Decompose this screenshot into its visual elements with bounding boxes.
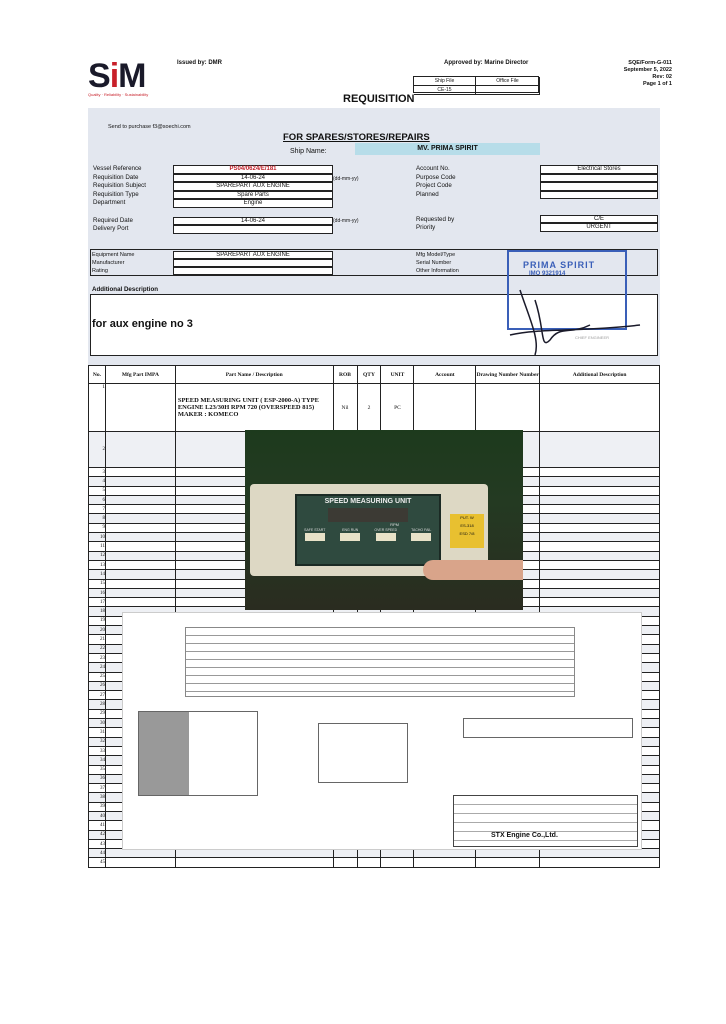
- drawing-maker: STX Engine Co.,Ltd.: [491, 832, 558, 839]
- table-cell[interactable]: [476, 849, 540, 858]
- button-label: SAFE START: [304, 528, 326, 532]
- column-header: Mfg Part IMPA: [105, 366, 175, 384]
- delivery-port-label: Delivery Port: [93, 225, 129, 232]
- row-number: 37: [89, 784, 106, 793]
- required-date-label: Required Date: [93, 217, 133, 224]
- row-number: 13: [89, 560, 106, 569]
- table-cell[interactable]: [540, 849, 660, 858]
- speed-measuring-unit: [295, 494, 441, 566]
- title-block: [453, 795, 638, 847]
- table-cell[interactable]: [540, 495, 660, 504]
- requested-by-label: Requested by: [416, 216, 455, 223]
- table-cell[interactable]: [105, 468, 175, 477]
- row-number: 24: [89, 663, 106, 672]
- table-cell[interactable]: [381, 849, 414, 858]
- equipment-labels: [92, 251, 135, 275]
- field-label: Project Code: [416, 182, 452, 189]
- row-number: 25: [89, 672, 106, 681]
- manufacturer-field[interactable]: [173, 259, 333, 267]
- table-cell[interactable]: [540, 432, 660, 468]
- priority-label: Priority: [416, 224, 436, 231]
- form-info: [624, 60, 672, 88]
- sticker-line: ESD 7/8: [459, 531, 475, 536]
- drawing-number-cell[interactable]: [476, 384, 540, 432]
- row-number: 3: [89, 468, 106, 477]
- serial-number-label: Serial Number: [416, 260, 452, 266]
- row-number: 7: [89, 505, 106, 514]
- form-heading: FOR SPARES/STORES/REPAIRS: [283, 132, 430, 143]
- column-header: No.: [89, 366, 106, 384]
- row-number: 26: [89, 681, 106, 690]
- table-cell[interactable]: [476, 858, 540, 867]
- equipment-right-labels: [416, 251, 459, 275]
- row-number: 42: [89, 830, 106, 839]
- button-label: OVER SPEED: [374, 528, 398, 532]
- rating-field[interactable]: [173, 267, 333, 275]
- field-label: Vessel Reference: [93, 165, 142, 172]
- row-number: 45: [89, 858, 106, 867]
- table-cell[interactable]: [105, 551, 175, 560]
- table-cell[interactable]: [540, 477, 660, 486]
- row-number: 33: [89, 746, 106, 755]
- mfg-model-label: Mfg Model/Type: [416, 252, 456, 258]
- table-cell[interactable]: [381, 858, 414, 867]
- table-cell[interactable]: [540, 523, 660, 532]
- stamp-text: PRIMA SPIRIT: [523, 260, 596, 270]
- column-header: Account: [414, 366, 476, 384]
- field-value[interactable]: Spare Parts: [173, 191, 333, 200]
- device-display: [328, 508, 408, 522]
- table-cell[interactable]: [105, 579, 175, 588]
- table-cell[interactable]: [175, 849, 333, 858]
- device-button: [305, 533, 325, 541]
- field-label: Purpose Code: [416, 173, 456, 181]
- part-description-cell[interactable]: SPEED MEASURING UNIT ( ESP-2000-A) TYPE ENGINE L23/30H RPM 720 (OVERSPEED 815) MAKER : KOMECO: [175, 384, 333, 432]
- row-number: 30: [89, 719, 106, 728]
- button-label: TACHO FAIL: [411, 528, 432, 532]
- table-cell[interactable]: [105, 570, 175, 579]
- field-value[interactable]: Engine: [173, 199, 333, 208]
- ship-name-label: Ship Name:: [290, 148, 327, 155]
- row-number: 14: [89, 570, 106, 579]
- row-number: 41: [89, 821, 106, 830]
- row-number: 5: [89, 486, 106, 495]
- front-view: [138, 711, 258, 796]
- other-info-label: Other Information: [416, 268, 459, 274]
- table-cell[interactable]: [540, 551, 660, 560]
- row-number: 11: [89, 542, 106, 551]
- row-number: 10: [89, 533, 106, 542]
- row-number: 1: [89, 384, 106, 432]
- row-number: 17: [89, 598, 106, 607]
- table-row[interactable]: [89, 849, 660, 858]
- device-button: [376, 533, 396, 541]
- spec-table: [185, 627, 575, 697]
- logo-tagline: Quality · Reliability · Sustainability: [88, 92, 149, 97]
- field-label: Requisition Subject: [93, 182, 146, 189]
- row-number: 9: [89, 523, 106, 532]
- table-row[interactable]: [89, 858, 660, 867]
- page-title: REQUISITION: [343, 93, 415, 105]
- device-photo: [245, 430, 523, 610]
- row-number: 2: [89, 432, 106, 468]
- sim-logo: SiM Quality · Reliability · Sustainability: [88, 60, 160, 100]
- table-cell[interactable]: [540, 570, 660, 579]
- qty-cell[interactable]: 2: [357, 384, 381, 432]
- rpm-label: RPM: [390, 522, 399, 527]
- table-cell[interactable]: [105, 523, 175, 532]
- additional-description-label: Additional Description: [92, 286, 159, 293]
- table-row[interactable]: [89, 384, 660, 432]
- field-value[interactable]: [540, 191, 658, 200]
- column-header: Part Name / Description: [175, 366, 333, 384]
- field-value[interactable]: Electrical Stores: [540, 165, 658, 174]
- manufacturer-label: Manufacturer: [92, 260, 125, 266]
- row-number: 39: [89, 802, 106, 811]
- row-number: 44: [89, 849, 106, 858]
- table-cell[interactable]: [540, 468, 660, 477]
- table-cell[interactable]: [540, 858, 660, 867]
- wiring-diagram: [463, 718, 633, 738]
- additional-description-text: for aux engine no 3: [92, 318, 193, 330]
- row-number: 23: [89, 653, 106, 662]
- table-cell[interactable]: [105, 542, 175, 551]
- mfg-part-cell[interactable]: [105, 384, 175, 432]
- table-cell[interactable]: [357, 849, 381, 858]
- table-cell[interactable]: [414, 849, 476, 858]
- sticker-line: PUT. W: [460, 515, 474, 520]
- table-cell[interactable]: [540, 505, 660, 514]
- field-label: Planned: [416, 190, 439, 198]
- table-cell[interactable]: [105, 486, 175, 495]
- equipment-name-label: Equipment Name: [92, 252, 135, 258]
- row-number: 19: [89, 616, 106, 625]
- finger: [423, 560, 523, 580]
- table-cell[interactable]: [105, 477, 175, 486]
- row-number: 16: [89, 588, 106, 597]
- table-cell[interactable]: [333, 858, 357, 867]
- send-to: Send to purchase f3@soechi.com: [108, 124, 191, 130]
- sticker-line: ES-318: [460, 523, 474, 528]
- account-cell[interactable]: [414, 384, 476, 432]
- field-label: Account No.: [416, 165, 450, 172]
- signature-caption: CHIEF ENGINEER: [575, 335, 610, 340]
- table-cell[interactable]: [105, 858, 175, 867]
- row-number: 15: [89, 579, 106, 588]
- table-cell[interactable]: [105, 505, 175, 514]
- field-label: Requisition Type: [93, 190, 139, 198]
- row-number: 34: [89, 756, 106, 765]
- row-number: 12: [89, 551, 106, 560]
- field-value[interactable]: [540, 174, 658, 183]
- form-rev: Rev: 02: [652, 74, 672, 80]
- column-header: UNIT: [381, 366, 414, 384]
- row-number: 18: [89, 607, 106, 616]
- table-cell[interactable]: [105, 533, 175, 542]
- field-value[interactable]: [540, 182, 658, 191]
- form-date: September 5, 2022: [623, 67, 672, 73]
- table-cell[interactable]: [540, 514, 660, 523]
- table-cell[interactable]: [540, 542, 660, 551]
- stamp-imo: IMO 9321914: [529, 271, 566, 277]
- column-header: QTY: [357, 366, 381, 384]
- row-number: 36: [89, 774, 106, 783]
- delivery-port-field[interactable]: [173, 225, 333, 234]
- row-number: 40: [89, 811, 106, 820]
- table-cell[interactable]: [105, 598, 175, 607]
- rob-cell[interactable]: Nil: [333, 384, 357, 432]
- table-cell[interactable]: [540, 598, 660, 607]
- table-cell[interactable]: [540, 486, 660, 495]
- field-value[interactable]: 14-06-24: [173, 174, 333, 183]
- device-label-sticker: [450, 514, 484, 548]
- table-cell[interactable]: [540, 588, 660, 597]
- column-header: Drawing Number Number: [476, 366, 540, 384]
- ship-file-value: CE-15: [414, 86, 476, 95]
- row-number: 28: [89, 700, 106, 709]
- row-number: 27: [89, 691, 106, 700]
- field-value[interactable]: PS04/0624/E/181: [173, 165, 333, 174]
- rating-label: Rating: [92, 268, 108, 274]
- row-number: 29: [89, 709, 106, 718]
- table-cell[interactable]: [333, 849, 357, 858]
- table-cell[interactable]: [105, 849, 175, 858]
- signature-scribble: [500, 280, 650, 360]
- row-number: 8: [89, 514, 106, 523]
- form-page: Page 1 of 1: [642, 81, 672, 87]
- table-cell[interactable]: [540, 533, 660, 542]
- field-value[interactable]: SPAREPART AUX ENGINE: [173, 182, 333, 191]
- approved-by: Approved by: Marine Director: [444, 60, 529, 66]
- row-number: 4: [89, 477, 106, 486]
- row-number: 35: [89, 765, 106, 774]
- table-cell[interactable]: [105, 514, 175, 523]
- row-number: 38: [89, 793, 106, 802]
- required-date-field[interactable]: 14-06-24: [173, 217, 333, 225]
- row-number: 21: [89, 635, 106, 644]
- row-number: 22: [89, 644, 106, 653]
- field-label: Requisition Date: [93, 173, 139, 181]
- table-cell[interactable]: [414, 858, 476, 867]
- priority-field[interactable]: URGENT: [540, 223, 658, 232]
- table-cell[interactable]: [105, 560, 175, 569]
- column-header: ROB: [333, 366, 357, 384]
- table-cell[interactable]: [105, 588, 175, 597]
- field-label: Department: [93, 199, 126, 206]
- requested-by-field[interactable]: C/E: [540, 215, 658, 223]
- row-number: 6: [89, 495, 106, 504]
- column-header: Additional Description: [540, 366, 660, 384]
- form-number: SQE/Form-G-011: [628, 60, 672, 66]
- date-hint: (dd-mm-yy): [333, 176, 359, 182]
- side-view: [318, 723, 408, 783]
- office-file-label: Office File: [476, 77, 540, 86]
- row-number: 20: [89, 626, 106, 635]
- technical-drawing: [122, 612, 642, 850]
- button-label: ENG RUN: [342, 528, 359, 532]
- file-box: [413, 76, 539, 93]
- issued-by: Issued by: DMR: [177, 60, 223, 66]
- device-title: SPEED MEASURING UNIT: [324, 498, 412, 505]
- row-number: 32: [89, 737, 106, 746]
- ship-name: MV. PRIMA SPIRIT: [355, 143, 540, 155]
- table-cell[interactable]: [540, 560, 660, 569]
- row-number: 31: [89, 728, 106, 737]
- unit-cell[interactable]: PC: [381, 384, 414, 432]
- table-cell[interactable]: [105, 495, 175, 504]
- date-hint-2: (dd-mm-yy): [333, 218, 359, 224]
- equipment-name-field[interactable]: SPAREPART AUX ENGINE: [173, 251, 333, 259]
- table-cell[interactable]: [540, 579, 660, 588]
- table-cell[interactable]: [175, 858, 333, 867]
- row-number: 43: [89, 839, 106, 848]
- additional-description-cell[interactable]: [540, 384, 660, 432]
- table-cell[interactable]: [357, 858, 381, 867]
- device-button: [340, 533, 360, 541]
- ship-file-label: Ship File: [414, 77, 476, 86]
- office-file-value: [476, 86, 540, 95]
- device-button: [411, 533, 431, 541]
- table-cell[interactable]: [105, 432, 175, 468]
